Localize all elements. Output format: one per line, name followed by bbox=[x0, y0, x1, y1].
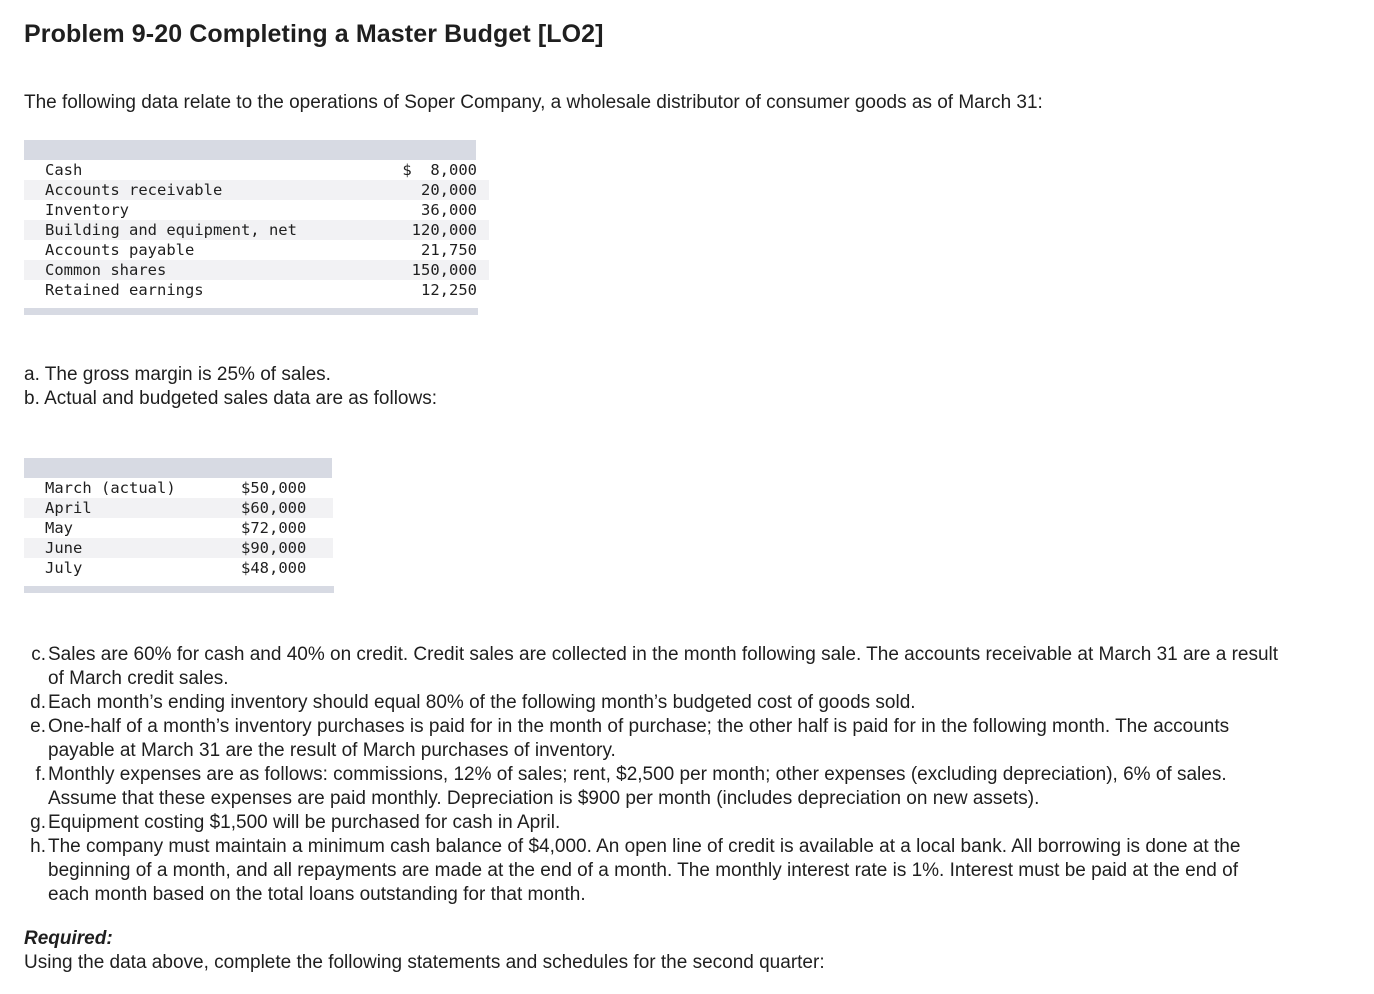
table-row bbox=[24, 280, 489, 300]
table-row bbox=[24, 240, 489, 260]
row-value: $50,000 bbox=[241, 478, 333, 498]
note-marker: h. bbox=[30, 836, 46, 857]
row-label: Cash bbox=[24, 160, 373, 180]
row-value: $90,000 bbox=[241, 538, 333, 558]
note-text: Equipment costing $1,500 will be purchased for cash in April. bbox=[48, 812, 561, 833]
note-text: Sales are 60% for cash and 40% on credit. Credit sales are collected in the month following sale. The accounts receivable at March 31 are a result of March credit sales. bbox=[48, 644, 1279, 689]
table-row bbox=[24, 220, 489, 240]
row-value: 21,750 bbox=[373, 240, 489, 260]
note-b: b. Actual and budgeted sales data are as follows: bbox=[24, 388, 437, 409]
row-label: Common shares bbox=[24, 260, 373, 280]
row-label: Retained earnings bbox=[24, 280, 373, 300]
row-label: Accounts payable bbox=[24, 240, 373, 260]
table-row bbox=[24, 498, 333, 518]
table-row bbox=[24, 478, 333, 498]
note-text: Monthly expenses are as follows: commissions, 12% of sales; rent, $2,500 per month; other expenses (excluding depreciation), 6% of sales. Assume that these expenses are paid monthly. Depreciation is $900 per month (includes depreciation on new assets). bbox=[48, 764, 1227, 809]
list-item bbox=[24, 835, 1284, 907]
row-value: $72,000 bbox=[241, 518, 333, 538]
note-marker: d. bbox=[30, 692, 46, 713]
table-header-bar bbox=[24, 140, 476, 160]
row-label: June bbox=[24, 538, 241, 558]
balance-table bbox=[24, 140, 489, 315]
note-text: Each month’s ending inventory should equal 80% of the following month’s budgeted cost of goods sold. bbox=[48, 692, 916, 713]
note-marker: f. bbox=[35, 764, 46, 785]
table-row bbox=[24, 558, 333, 578]
notes-list bbox=[24, 643, 1284, 907]
row-label: Accounts receivable bbox=[24, 180, 373, 200]
row-value: 120,000 bbox=[373, 220, 489, 240]
row-label: July bbox=[24, 558, 241, 578]
row-value: 150,000 bbox=[373, 260, 489, 280]
intro-text: The following data relate to the operations of Soper Company, a wholesale distributor of consumer goods as of March 31: bbox=[24, 92, 1043, 113]
note-text: The company must maintain a minimum cash balance of $4,000. An open line of credit is available at a local bank. All borrowing is done at the beginning of a month, and all repayments are made at the end of a month. The monthly interest rate is 1%. Interest must be paid at the end of each month based on the total loans outstanding for that month. bbox=[48, 836, 1241, 905]
table-row bbox=[24, 518, 333, 538]
note-marker: c. bbox=[31, 644, 46, 665]
note-marker: g. bbox=[30, 812, 46, 833]
table-row bbox=[24, 260, 489, 280]
row-value: 36,000 bbox=[373, 200, 489, 220]
sales-table bbox=[24, 458, 334, 593]
row-label: Building and equipment, net bbox=[24, 220, 373, 240]
note-text: One-half of a month’s inventory purchases is paid for in the month of purchase; the other half is paid for in the following month. The accounts payable at March 31 are the result of March purchases of inventory. bbox=[48, 716, 1230, 761]
row-label: Inventory bbox=[24, 200, 373, 220]
table-header-bar bbox=[24, 458, 332, 478]
row-label: March (actual) bbox=[24, 478, 241, 498]
table-row bbox=[24, 200, 489, 220]
list-item bbox=[24, 643, 1284, 691]
note-a: a. The gross margin is 25% of sales. bbox=[24, 364, 331, 385]
page-title: Problem 9-20 Completing a Master Budget [LO2] bbox=[24, 20, 604, 48]
required-text: Using the data above, complete the following statements and schedules for the second quarter: bbox=[24, 952, 825, 973]
row-value: 20,000 bbox=[373, 180, 489, 200]
row-value: 12,250 bbox=[373, 280, 489, 300]
table-row bbox=[24, 180, 489, 200]
table-footer-bar bbox=[24, 308, 478, 315]
list-item bbox=[24, 691, 1284, 715]
table-row bbox=[24, 538, 333, 558]
table-footer-bar bbox=[24, 586, 334, 593]
row-value: $60,000 bbox=[241, 498, 333, 518]
list-item bbox=[24, 715, 1284, 763]
list-item bbox=[24, 811, 1284, 835]
row-value: $48,000 bbox=[241, 558, 333, 578]
table-row bbox=[24, 160, 489, 180]
row-value: $ 8,000 bbox=[373, 160, 489, 180]
note-marker: e. bbox=[30, 716, 46, 737]
row-label: April bbox=[24, 498, 241, 518]
row-label: May bbox=[24, 518, 241, 538]
required-label: Required: bbox=[24, 928, 113, 949]
list-item bbox=[24, 763, 1284, 811]
